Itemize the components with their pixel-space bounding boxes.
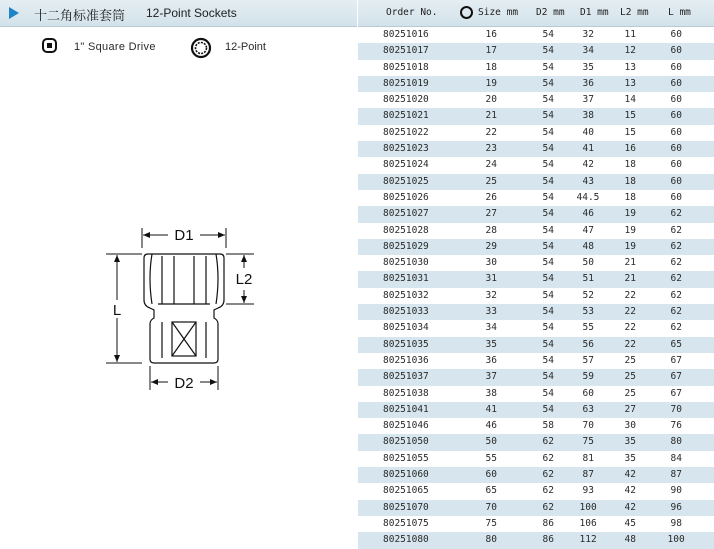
table-cell: 100	[579, 501, 597, 513]
table-cell: 106	[579, 517, 597, 529]
table-cell: 60	[670, 175, 682, 187]
spec-table	[358, 0, 714, 549]
table-cell: 80251026	[383, 191, 429, 203]
table-cell: 18	[624, 191, 636, 203]
table-row	[358, 43, 714, 59]
table-cell: 70	[670, 403, 682, 415]
table-cell: 54	[542, 289, 554, 301]
table-cell: 28	[485, 224, 497, 236]
table-cell: 80251055	[383, 452, 429, 464]
table-cell: 60	[670, 94, 682, 106]
table-row	[358, 369, 714, 385]
table-cell: 96	[670, 501, 682, 513]
table-row	[358, 402, 714, 418]
table-cell: 62	[542, 501, 554, 513]
table-cell: 80251025	[383, 175, 429, 187]
table-cell: 80251035	[383, 338, 429, 350]
table-cell: 42	[624, 501, 636, 513]
table-cell: 48	[582, 240, 594, 252]
table-row	[358, 60, 714, 76]
table-cell: 80251031	[383, 273, 429, 285]
table-cell: 56	[582, 338, 594, 350]
table-cell: 33	[485, 306, 497, 318]
twelve-point-icon	[190, 37, 212, 59]
table-cell: 12	[624, 45, 636, 57]
table-cell: 15	[624, 110, 636, 122]
d2-label: D2	[174, 375, 194, 392]
table-cell: 25	[624, 371, 636, 383]
table-cell: 30	[624, 420, 636, 432]
table-row	[358, 434, 714, 450]
table-cell: 62	[542, 452, 554, 464]
table-cell: 80251023	[383, 143, 429, 155]
table-cell: 54	[542, 403, 554, 415]
table-cell: 54	[542, 191, 554, 203]
table-cell: 62	[670, 289, 682, 301]
table-cell: 54	[542, 371, 554, 383]
table-cell: 65	[670, 338, 682, 350]
table-cell: 15	[624, 126, 636, 138]
table-row	[358, 483, 714, 499]
table-cell: 51	[582, 273, 594, 285]
table-cell: 53	[582, 306, 594, 318]
table-cell: 58	[542, 420, 554, 432]
table-cell: 37	[582, 94, 594, 106]
table-cell: 54	[542, 45, 554, 57]
table-row	[358, 141, 714, 157]
table-cell: 75	[485, 517, 497, 529]
table-cell: 112	[579, 534, 597, 546]
table-cell: 30	[485, 257, 497, 269]
table-cell: 45	[624, 517, 636, 529]
table-cell: 21	[624, 273, 636, 285]
table-cell: 80251017	[383, 45, 429, 57]
table-cell: 54	[542, 143, 554, 155]
table-cell: 34	[485, 322, 497, 334]
table-cell: 80251020	[383, 94, 429, 106]
table-row	[358, 239, 714, 255]
table-cell: 36	[582, 77, 594, 89]
table-cell: 62	[670, 257, 682, 269]
table-cell: 80251075	[383, 517, 429, 529]
table-cell: 80251080	[383, 534, 429, 546]
table-cell: 54	[542, 29, 554, 40]
table-cell: 70	[582, 420, 594, 432]
table-cell: 36	[485, 354, 497, 366]
table-cell: 80251028	[383, 224, 429, 236]
table-cell: 55	[582, 322, 594, 334]
table-cell: 54	[542, 61, 554, 73]
table-cell: 80251018	[383, 61, 429, 73]
table-cell: 84	[670, 452, 682, 464]
table-cell: 76	[670, 420, 682, 432]
col-l: L mm	[668, 7, 691, 18]
table-row	[358, 288, 714, 304]
table-row	[358, 76, 714, 92]
table-cell: 52	[582, 289, 594, 301]
table-cell: 19	[485, 77, 497, 89]
l-label: L	[112, 302, 122, 319]
table-cell: 60	[670, 77, 682, 89]
table-row	[358, 206, 714, 222]
table-row	[358, 386, 714, 402]
table-cell: 54	[542, 94, 554, 106]
table-cell: 62	[670, 306, 682, 318]
table-cell: 34	[582, 45, 594, 57]
table-cell: 54	[542, 273, 554, 285]
table-cell: 16	[624, 143, 636, 155]
table-cell: 60	[670, 191, 682, 203]
table-cell: 60	[670, 126, 682, 138]
table-header	[358, 0, 714, 27]
section-header	[0, 0, 357, 27]
table-cell: 27	[624, 403, 636, 415]
table-row	[358, 418, 714, 434]
col-l2: L2 mm	[620, 7, 649, 18]
table-cell: 54	[542, 224, 554, 236]
col-order-no: Order No.	[386, 7, 438, 18]
table-cell: 25	[485, 175, 497, 187]
table-cell: 50	[582, 257, 594, 269]
table-row	[358, 125, 714, 141]
table-cell: 54	[542, 257, 554, 269]
table-cell: 22	[624, 322, 636, 334]
table-cell: 65	[485, 485, 497, 497]
table-cell: 42	[582, 159, 594, 171]
table-cell: 90	[670, 485, 682, 497]
table-cell: 42	[624, 469, 636, 481]
table-cell: 40	[582, 126, 594, 138]
table-cell: 87	[670, 469, 682, 481]
table-cell: 81	[582, 452, 594, 464]
table-cell: 60	[582, 387, 594, 399]
table-cell: 54	[542, 306, 554, 318]
table-cell: 60	[670, 45, 682, 57]
twelve-point-label: 12-Point	[225, 41, 266, 53]
table-row	[358, 337, 714, 353]
table-cell: 80251041	[383, 403, 429, 415]
table-cell: 80251065	[383, 485, 429, 497]
table-cell: 22	[485, 126, 497, 138]
table-cell: 62	[670, 208, 682, 220]
table-cell: 75	[582, 436, 594, 448]
table-cell: 62	[542, 436, 554, 448]
table-cell: 80251034	[383, 322, 429, 334]
table-cell: 35	[485, 338, 497, 350]
table-cell: 29	[485, 240, 497, 252]
table-cell: 80	[485, 534, 497, 546]
table-cell: 62	[670, 322, 682, 334]
table-cell: 80251070	[383, 501, 429, 513]
table-cell: 24	[485, 159, 497, 171]
table-row	[358, 451, 714, 467]
table-row	[358, 255, 714, 271]
table-cell: 54	[542, 354, 554, 366]
table-cell: 35	[582, 61, 594, 73]
table-cell: 80251036	[383, 354, 429, 366]
col-size: Size mm	[478, 7, 519, 18]
table-row	[358, 92, 714, 108]
table-cell: 21	[624, 257, 636, 269]
table-cell: 32	[485, 289, 497, 301]
table-cell: 23	[485, 143, 497, 155]
title-chinese: 十二角标准套筒	[34, 9, 126, 24]
table-cell: 67	[670, 354, 682, 366]
table-cell: 86	[542, 517, 554, 529]
table-cell: 54	[542, 387, 554, 399]
table-cell: 54	[542, 110, 554, 122]
table-cell: 93	[582, 485, 594, 497]
table-cell: 38	[485, 387, 497, 399]
table-cell: 32	[582, 29, 594, 40]
table-cell: 41	[582, 143, 594, 155]
table-cell: 60	[670, 110, 682, 122]
table-cell: 80251027	[383, 208, 429, 220]
table-cell: 80251033	[383, 306, 429, 318]
title-english: 12-Point Sockets	[146, 6, 237, 20]
square-drive-label: 1" Square Drive	[74, 41, 156, 53]
table-cell: 13	[624, 77, 636, 89]
table-cell: 80251046	[383, 420, 429, 432]
table-cell: 63	[582, 403, 594, 415]
table-cell: 37	[485, 371, 497, 383]
table-cell: 100	[667, 534, 685, 546]
table-cell: 80	[670, 436, 682, 448]
table-cell: 87	[582, 469, 594, 481]
table-cell: 22	[624, 289, 636, 301]
table-row	[358, 223, 714, 239]
table-cell: 50	[485, 436, 497, 448]
table-cell: 80251016	[383, 29, 429, 40]
table-cell: 80251060	[383, 469, 429, 481]
table-cell: 80251024	[383, 159, 429, 171]
table-cell: 54	[542, 208, 554, 220]
table-cell: 54	[542, 159, 554, 171]
table-cell: 60	[670, 159, 682, 171]
table-cell: 60	[670, 61, 682, 73]
table-row	[358, 516, 714, 532]
table-cell: 54	[542, 77, 554, 89]
table-cell: 16	[485, 29, 497, 40]
table-cell: 48	[624, 534, 636, 546]
table-cell: 62	[670, 273, 682, 285]
table-cell: 35	[624, 436, 636, 448]
table-row	[358, 320, 714, 336]
table-row	[358, 190, 714, 206]
table-cell: 18	[624, 175, 636, 187]
table-cell: 80251037	[383, 371, 429, 383]
table-cell: 19	[624, 240, 636, 252]
d2-dimension	[150, 366, 218, 392]
socket-body	[144, 254, 224, 363]
col-d2: D2 mm	[536, 7, 565, 18]
table-cell: 14	[624, 94, 636, 106]
d1-label: D1	[174, 227, 194, 244]
table-cell: 13	[624, 61, 636, 73]
table-cell: 54	[542, 126, 554, 138]
table-cell: 67	[670, 387, 682, 399]
table-cell: 62	[542, 485, 554, 497]
table-cell: 62	[670, 240, 682, 252]
table-cell: 67	[670, 371, 682, 383]
table-cell: 80251032	[383, 289, 429, 301]
table-cell: 21	[485, 110, 497, 122]
table-cell: 54	[542, 322, 554, 334]
table-cell: 59	[582, 371, 594, 383]
play-arrow-icon	[9, 7, 19, 19]
table-cell: 60	[485, 469, 497, 481]
table-row	[358, 467, 714, 483]
table-cell: 98	[670, 517, 682, 529]
table-cell: 60	[670, 29, 682, 40]
table-row	[358, 271, 714, 287]
table-cell: 20	[485, 94, 497, 106]
table-cell: 35	[624, 452, 636, 464]
table-row	[358, 500, 714, 516]
table-cell: 62	[542, 469, 554, 481]
table-cell: 57	[582, 354, 594, 366]
table-cell: 54	[542, 338, 554, 350]
twelve-point-circle-icon	[460, 6, 473, 19]
table-cell: 62	[670, 224, 682, 236]
table-cell: 46	[485, 420, 497, 432]
table-cell: 80251019	[383, 77, 429, 89]
table-cell: 22	[624, 338, 636, 350]
table-cell: 55	[485, 452, 497, 464]
table-cell: 86	[542, 534, 554, 546]
table-cell: 31	[485, 273, 497, 285]
table-cell: 80251038	[383, 387, 429, 399]
table-cell: 44.5	[576, 191, 600, 203]
d1-dimension	[142, 227, 226, 248]
table-row	[358, 27, 714, 43]
table-cell: 80251021	[383, 110, 429, 122]
table-cell: 80251050	[383, 436, 429, 448]
table-cell: 22	[624, 306, 636, 318]
table-cell: 27	[485, 208, 497, 220]
l-dimension	[106, 254, 142, 363]
table-cell: 26	[485, 191, 497, 203]
table-cell: 70	[485, 501, 497, 513]
table-row	[358, 353, 714, 369]
table-cell: 25	[624, 387, 636, 399]
table-cell: 19	[624, 208, 636, 220]
table-cell: 41	[485, 403, 497, 415]
table-cell: 17	[485, 45, 497, 57]
table-cell: 43	[582, 175, 594, 187]
l2-label: L2	[235, 271, 253, 288]
table-cell: 18	[485, 61, 497, 73]
table-cell: 80251030	[383, 257, 429, 269]
table-cell: 80251022	[383, 126, 429, 138]
table-cell: 18	[624, 159, 636, 171]
socket-diagram	[96, 218, 266, 398]
table-row	[358, 157, 714, 173]
table-cell: 54	[542, 240, 554, 252]
table-cell: 42	[624, 485, 636, 497]
l2-dimension	[226, 254, 254, 304]
table-cell: 80251029	[383, 240, 429, 252]
table-row	[358, 304, 714, 320]
table-row	[358, 174, 714, 190]
table-body	[358, 27, 714, 549]
square-drive-icon	[42, 38, 57, 53]
table-row	[358, 532, 714, 548]
table-cell: 54	[542, 175, 554, 187]
table-cell: 11	[624, 29, 636, 40]
col-d1: D1 mm	[580, 7, 609, 18]
table-cell: 47	[582, 224, 594, 236]
table-cell: 19	[624, 224, 636, 236]
table-cell: 25	[624, 354, 636, 366]
table-cell: 60	[670, 143, 682, 155]
table-row	[358, 108, 714, 124]
table-cell: 46	[582, 208, 594, 220]
table-cell: 38	[582, 110, 594, 122]
